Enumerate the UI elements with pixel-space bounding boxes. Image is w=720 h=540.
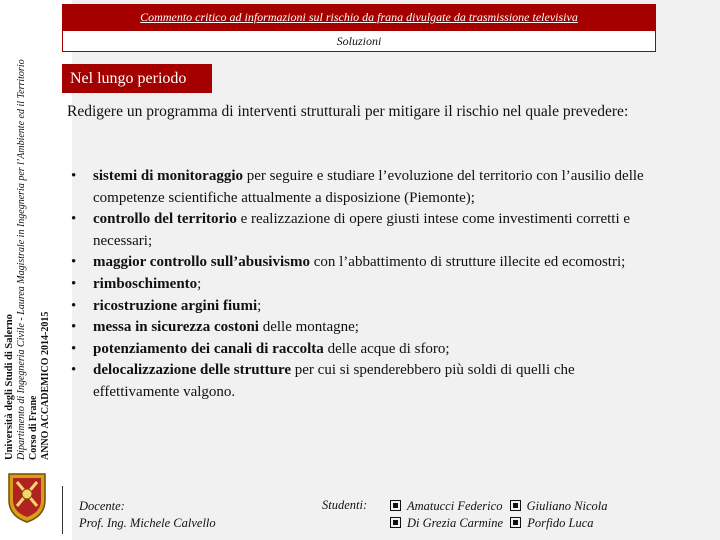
student-name: Porfido Luca: [527, 516, 594, 530]
list-item: • ricostruzione argini fiumi;: [67, 296, 657, 318]
section-heading: Nel lungo periodo: [62, 64, 212, 93]
department-name: Dipartimento di Ingegneria Civile - Laurea Magistrale in Ingegneria per l’Ambiente ed il Territorio: [16, 59, 27, 460]
students-list: [390, 498, 607, 532]
list-item: • controllo del territorio e realizzazione di opere giusti intese come investimenti corretti e necessari;: [67, 209, 657, 252]
list-item: • sistemi di monitoraggio per seguire e studiare l’evoluzione del territorio con l’ausilio delle competenze scientifiche attualmente a disposizione (Piemonte);: [67, 166, 657, 209]
student-name: Di Grezia Carmine: [407, 516, 504, 530]
checkbox-bullet-icon: [390, 500, 401, 511]
course-name: Corso di Frane: [28, 395, 39, 460]
list-item: • maggior controllo sull’abusivismo con l’abbattimento di strutture illecite ed ecomostri;: [67, 252, 657, 274]
slide-subtitle: Soluzioni: [62, 30, 656, 52]
footer-divider: [62, 486, 63, 534]
list-item: • rimboschimento;: [67, 274, 657, 296]
docente-label: Docente:: [79, 499, 125, 513]
intro-paragraph: Redigere un programma di interventi strutturali per mitigare il rischio nel quale prevedere:: [67, 103, 629, 120]
academic-year: ANNO ACCADEMICO 2014-2015: [40, 311, 51, 460]
university-crest-icon: [5, 470, 49, 524]
university-name: Università degli Studi di Salerno: [4, 314, 15, 460]
docente-block: [79, 498, 216, 532]
studenti-label: Studenti:: [322, 498, 368, 512]
student-name: Amatucci Federico: [407, 499, 503, 513]
list-item: • messa in sicurezza costoni delle montagne;: [67, 317, 657, 339]
measures-list: [67, 166, 657, 404]
checkbox-bullet-icon: [510, 517, 521, 528]
student-name: Giuliano Nicola: [526, 499, 608, 513]
checkbox-bullet-icon: [510, 500, 521, 511]
slide-title: Commento critico ad informazioni sul rischio da frana divulgate da trasmissione televisiva: [62, 4, 656, 30]
checkbox-bullet-icon: [390, 517, 401, 528]
docente-name: Prof. Ing. Michele Calvello: [79, 516, 216, 530]
list-item: • potenziamento dei canali di raccolta delle acque di sforo;: [67, 339, 657, 361]
list-item: • delocalizzazione delle strutture per cui si spenderebbero più soldi di quelli che effettivamente valgono.: [67, 360, 657, 403]
